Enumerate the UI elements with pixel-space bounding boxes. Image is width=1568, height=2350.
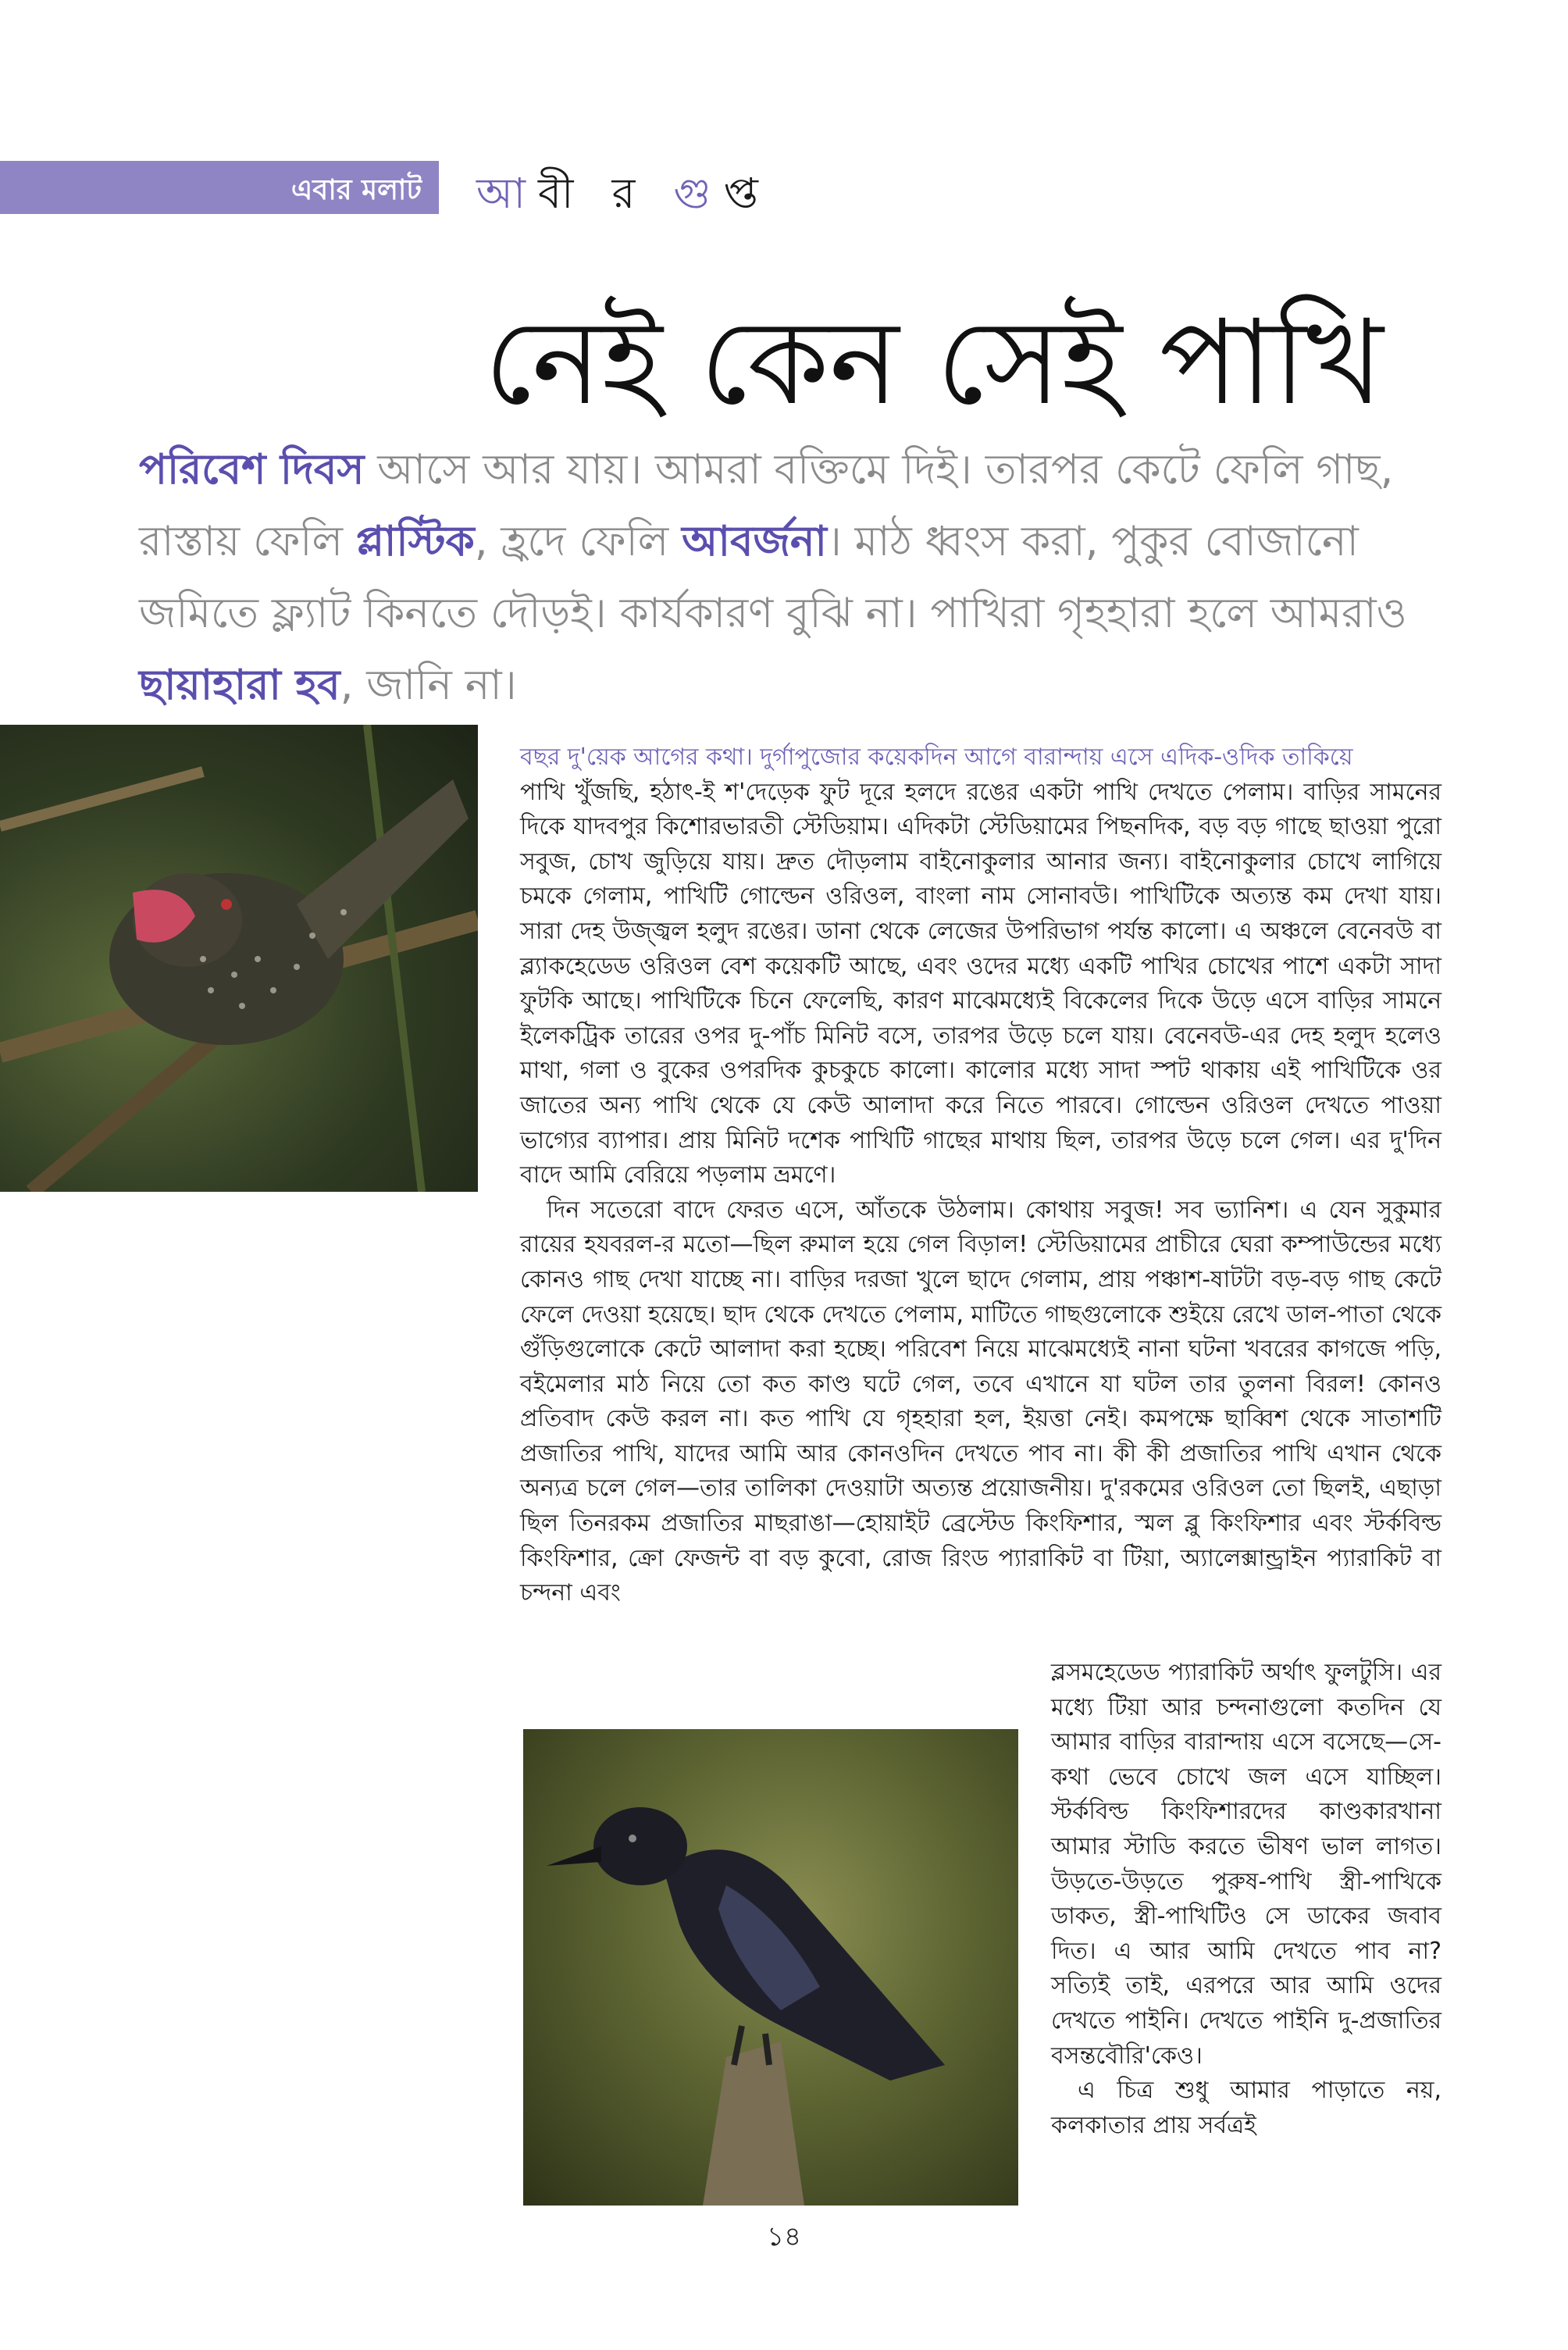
paragraph: দিন সতেরো বাদে ফেরত এসে, আঁতকে উঠলাম। কোথায় সবুজ! সব ভ্যানিশ। এ যেন সুকুমার রায়ের হযবরল-র মতো—ছিল রুমাল হয়ে গেল বিড়াল! স্টেডিয়ামের প্রাচীরে ঘেরা কম্পাউন্ডের মধ্যে কোনও গাছ দেখা যাচ্ছে না। বাড়ির দরজা খুলে ছাদে গেলাম, প্রায় পঞ্চাশ-ষাটটা বড়-বড় গাছ কেটে ফেলে দেওয়া হয়েছে। ছাদ থেকে দেখতে পেলাম, মাটিতে গাছগুলোকে শুইয়ে রেখে ডাল-পাতা থেকে গুঁড়িগুলোকে কেটে আলাদা করা হচ্ছে। পরিবেশ নিয়ে মাঝেমধ্যেই নানা ঘটনা খবরের কাগজে পড়ি, বইমেলার মাঠ নিয়ে তো কত কাণ্ড ঘটে গেল, তবে এখানে যা ঘটল তার তুলনা বিরল! কোনও প্রতিবাদ কেউ করল না। কত পাখি যে গৃহহারা হল, ইয়ত্তা নেই। কমপক্ষে ছাব্বিশ থেকে সাতাশটি প্রজাতির পাখি, যাদের আমি আর কোনওদিন দেখতে পাব না। কী কী প্রজাতির পাখি এখান থেকে অন্যত্র চলে গেল—তার তালিকা দেওয়াটা অত্যন্ত প্রয়োজনীয়। দু'রকমের ওরিওল তো ছিলই, এছাড়া ছিল তিনরকম প্রজাতির মাছরাঙা—হোয়াইট ব্রেস্টেড কিংফিশার, স্মল ব্লু কিংফিশার এবং স্টর্কবিল্ড কিংফিশার, ক্রো ফেজন্ট বা বড় কুবো, রোজ রিংড প্যারাকিট বা টিয়া, অ্যালেক্সান্ড্রাইন প্যারাকিট বা চন্দনা এবং (520, 1196, 1441, 1607)
article-body-main (520, 740, 1441, 1611)
intro-highlight: আবর্জনা (682, 518, 827, 565)
intro-text: , হ্রদে ফেলি (474, 518, 682, 565)
lead-line: বছর দু'য়েক আগের কথা। দুর্গাপুজোর কয়েকদিন আগে বারান্দায় এসে এদিক-ওদিক তাকিয়ে (520, 744, 1353, 771)
intro-text: । মাঠ ধ্বংস করা, পুকুর বোজানো জমিতে ফ্ল্যাট কিনতে দৌড়ই। কার্যকারণ বুঝি না। পাখিরা গৃহহারা হলে আমরাও (139, 518, 1407, 637)
author-name (476, 161, 771, 231)
crow-photo (523, 1729, 1018, 2206)
intro-text: , জানি না। (340, 661, 517, 709)
paragraph: পাখি খুঁজছি, হঠাৎ-ই শ'দেড়েক ফুট দূরে হলদে রঙের একটা পাখি দেখতে পেলাম। বাড়ির সামনের দিকে যাদবপুর কিশোরভারতী স্টেডিয়াম। এদিকটা স্টেডিয়ামের পিছনদিক, বড় বড় গাছে ছাওয়া পুরো সবুজ, চোখ জুড়িয়ে যায়। দ্রুত দৌড়লাম বাইনোকুলার আনার জন্য। বাইনোকুলার চোখে লাগিয়ে চমকে গেলাম, পাখিটি গোল্ডেন ওরিওল, বাংলা নাম সোনাবউ। পাখিটিকে অত্যন্ত কম দেখা যায়। সারা দেহ উজ্জ্বল হলুদ রঙের। ডানা থেকে লেজের উপরিভাগ পর্যন্ত কালো। এ অঞ্চলে বেনেবউ বা ব্ল্যাকহেডেড ওরিওল বেশ কয়েকটি আছে, এবং ওদের মধ্যে একটি পাখির চোখের পাশে একটা সাদা ফুটকি আছে। পাখিটিকে চিনে ফেলেছি, কারণ মাঝেমধ্যেই বিকেলের দিকে উড়ে এসে বাড়ির সামনে ইলেকট্রিক তারের ওপর দু-পাঁচ মিনিট বসে, তারপর উড়ে চলে যায়। বেনেবউ-এর দেহ হলুদ হলেও মাথা, গলা ও বুকের ওপরদিক কুচকুচে কালো। কালোর মধ্যে সাদা স্পট থাকায় এই পাখিটিকে ওর জাতের অন্য পাখি থেকে যে কেউ আলাদা করে নিতে পারবে। গোল্ডেন ওরিওল দেখতে পাওয়া ভাগ্যের ব্যাপার। প্রায় মিনিট দশেক পাখিটি গাছের মাথায় ছিল, তারপর উড়ে চলে গেল। এর দু'দিন বাদে আমি বেরিয়ে পড়লাম ভ্রমণে। (520, 778, 1441, 1189)
page-number: ১৪ (766, 2221, 802, 2252)
author-part: বী র (538, 169, 648, 218)
intro-highlight: ছায়াহারা হব (139, 661, 340, 709)
paragraph: ব্লসমহেডেড প্যারাকিট অর্থাৎ ফুলটুসি। এর মধ্যে টিয়া আর চন্দনাগুলো কতদিন যে আমার বাড়ির বারান্দায় এসে বসেছে—সে-কথা ভেবে চোখে জল এসে যাচ্ছিল। স্টর্কবিল্ড কিংফিশারদের কাণ্ডকারখানা আমার স্টাডি করতে ভীষণ ভাল লাগত। উড়তে-উড়তে পুরুষ-পাখি স্ত্রী-পাখিকে ডাকত, স্ত্রী-পাখিটিও সে ডাকের জবাব দিত। এ আর আমি দেখতে পাব না? সত্যিই তাই, এরপরে আর আমি ওদের দেখতে পাইনি। দেখতে পাইনি দু-প্রজাতির বসন্তবৌরি'কেও। (1051, 1659, 1441, 2070)
intro-paragraph (139, 434, 1420, 722)
author-part: প্ত (723, 169, 771, 218)
koel-photo (0, 725, 478, 1192)
crow-illustration (523, 1729, 1018, 2206)
author-part: গু (673, 169, 724, 218)
intro-highlight: প্লাস্টিক (355, 518, 475, 565)
section-tag (0, 161, 439, 214)
section-label: এবার মলাট (290, 174, 422, 206)
intro-highlight: পরিবেশ দিবস (139, 446, 365, 494)
intro-text: আসে আর যায়। আমরা বক্তিমে দিই। তারপর কেটে ফেলি গাছ, রাস্তায় ফেলি (139, 446, 1394, 565)
paragraph: এ চিত্র শুধু আমার পাড়াতে নয়, কলকাতার প্রায় সর্বত্রই (1051, 2077, 1441, 2139)
author-part: আ (476, 169, 538, 218)
headline: নেই কেন সেই পাখি (484, 295, 1384, 431)
koel-illustration (0, 725, 478, 1192)
article-body-side (1051, 1656, 1441, 2143)
